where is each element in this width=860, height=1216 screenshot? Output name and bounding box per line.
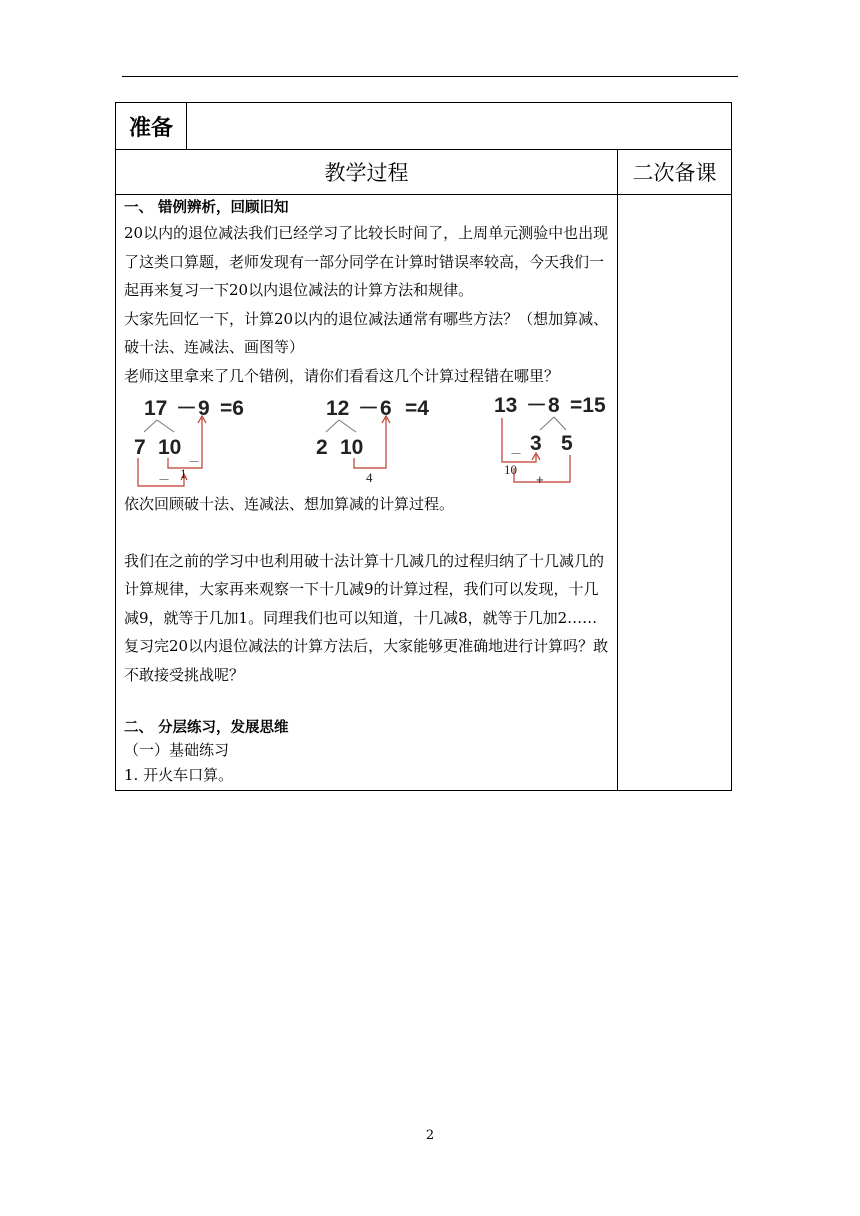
example-2-subtrahend: 6	[380, 397, 392, 420]
teaching-process-header: 教学过程	[116, 150, 618, 195]
example-3-sign-a: －	[510, 447, 523, 461]
example-2-minuend: 12	[326, 397, 350, 420]
lesson-table	[115, 102, 732, 791]
second-prep-header: 二次备课	[618, 150, 732, 195]
spacer	[124, 689, 609, 717]
section1-para5: 我们在之前的学习中也利用破十法计算十几减几的过程归纳了十几减几的计算规律，大家再来观察一下十几减9的计算过程，我们可以发现，十几减9，就等于几加1。同理我们也可以知道，十几减8，就等于几加2……	[124, 551, 605, 627]
example-2-left-part: 2	[316, 436, 328, 459]
example-2	[316, 397, 429, 485]
page-number: 2	[425, 1128, 435, 1143]
example-3-right-part: 5	[561, 432, 573, 455]
error-examples	[124, 390, 609, 490]
example-1-subtrahend: 9	[198, 397, 210, 420]
content-row	[116, 195, 732, 791]
lesson-page	[115, 102, 731, 791]
teaching-process-content	[116, 195, 618, 791]
section1-para4: 依次回顾破十法、连减法、想加算减的计算过程。	[124, 495, 455, 513]
section1-para3: 老师这里拿来了几个错例，请你们看看这几个计算过程错在哪里？	[124, 366, 560, 385]
example-1-sign-a: －	[188, 455, 201, 469]
example-3-result: =15	[570, 394, 606, 417]
example-1-minuend: 17	[144, 397, 168, 420]
header-rule	[122, 76, 738, 77]
prep-label: 准备	[116, 103, 187, 150]
section1-para6: 复习完20以内退位减法的计算方法后，大家能够更准确地进行计算吗？敢不敢接受挑战呢？	[124, 637, 609, 684]
example-2-right-part: 10	[340, 436, 364, 459]
example-1-result: =6	[220, 397, 244, 420]
section2-heading: 二、 分层练习，发展思维	[124, 720, 289, 736]
example-3-operator: －	[526, 394, 547, 417]
prep-row	[116, 103, 732, 150]
header-row	[116, 150, 732, 195]
second-prep-content	[618, 195, 732, 791]
example-1-left-part: 7	[134, 436, 146, 459]
example-2-operator: －	[358, 397, 379, 420]
example-3	[494, 394, 606, 487]
section1-para2: 大家先回忆一下，计算20以内的退位减法通常有哪些方法？（想加算减、破十法、连减法、画图等）	[124, 309, 609, 356]
prep-value	[187, 103, 732, 150]
example-3-left-part: 3	[530, 432, 542, 455]
example-2-result: =4	[405, 397, 429, 420]
example-3-subtrahend: 8	[548, 394, 560, 417]
example-1-operator: －	[176, 397, 197, 420]
section1-para1: 20以内的退位减法我们已经学习了比较长时间了，上周单元测验中也出现了这类口算题，老师发现有一部分同学在计算时错误率较高，今天我们一起再来复习一下20以内退位减法的计算方法和规律。	[124, 224, 609, 299]
example-3-small: 10	[504, 462, 517, 477]
error-examples-figure	[124, 390, 624, 490]
spacer	[124, 519, 609, 547]
example-3-sign-b: +	[536, 472, 544, 487]
section2-item1: 1. 开火车口算。	[124, 766, 234, 784]
example-1-small: 1	[180, 466, 187, 481]
example-2-small: 4	[366, 470, 373, 485]
example-1	[134, 397, 244, 487]
section1-heading: 一、 错例辨析，回顾旧知	[124, 200, 289, 216]
example-1-sign-b: －	[158, 473, 171, 487]
section2-subheading: （一）基础练习	[124, 741, 230, 759]
example-1-right-part: 10	[158, 436, 182, 459]
example-3-minuend: 13	[494, 394, 518, 417]
